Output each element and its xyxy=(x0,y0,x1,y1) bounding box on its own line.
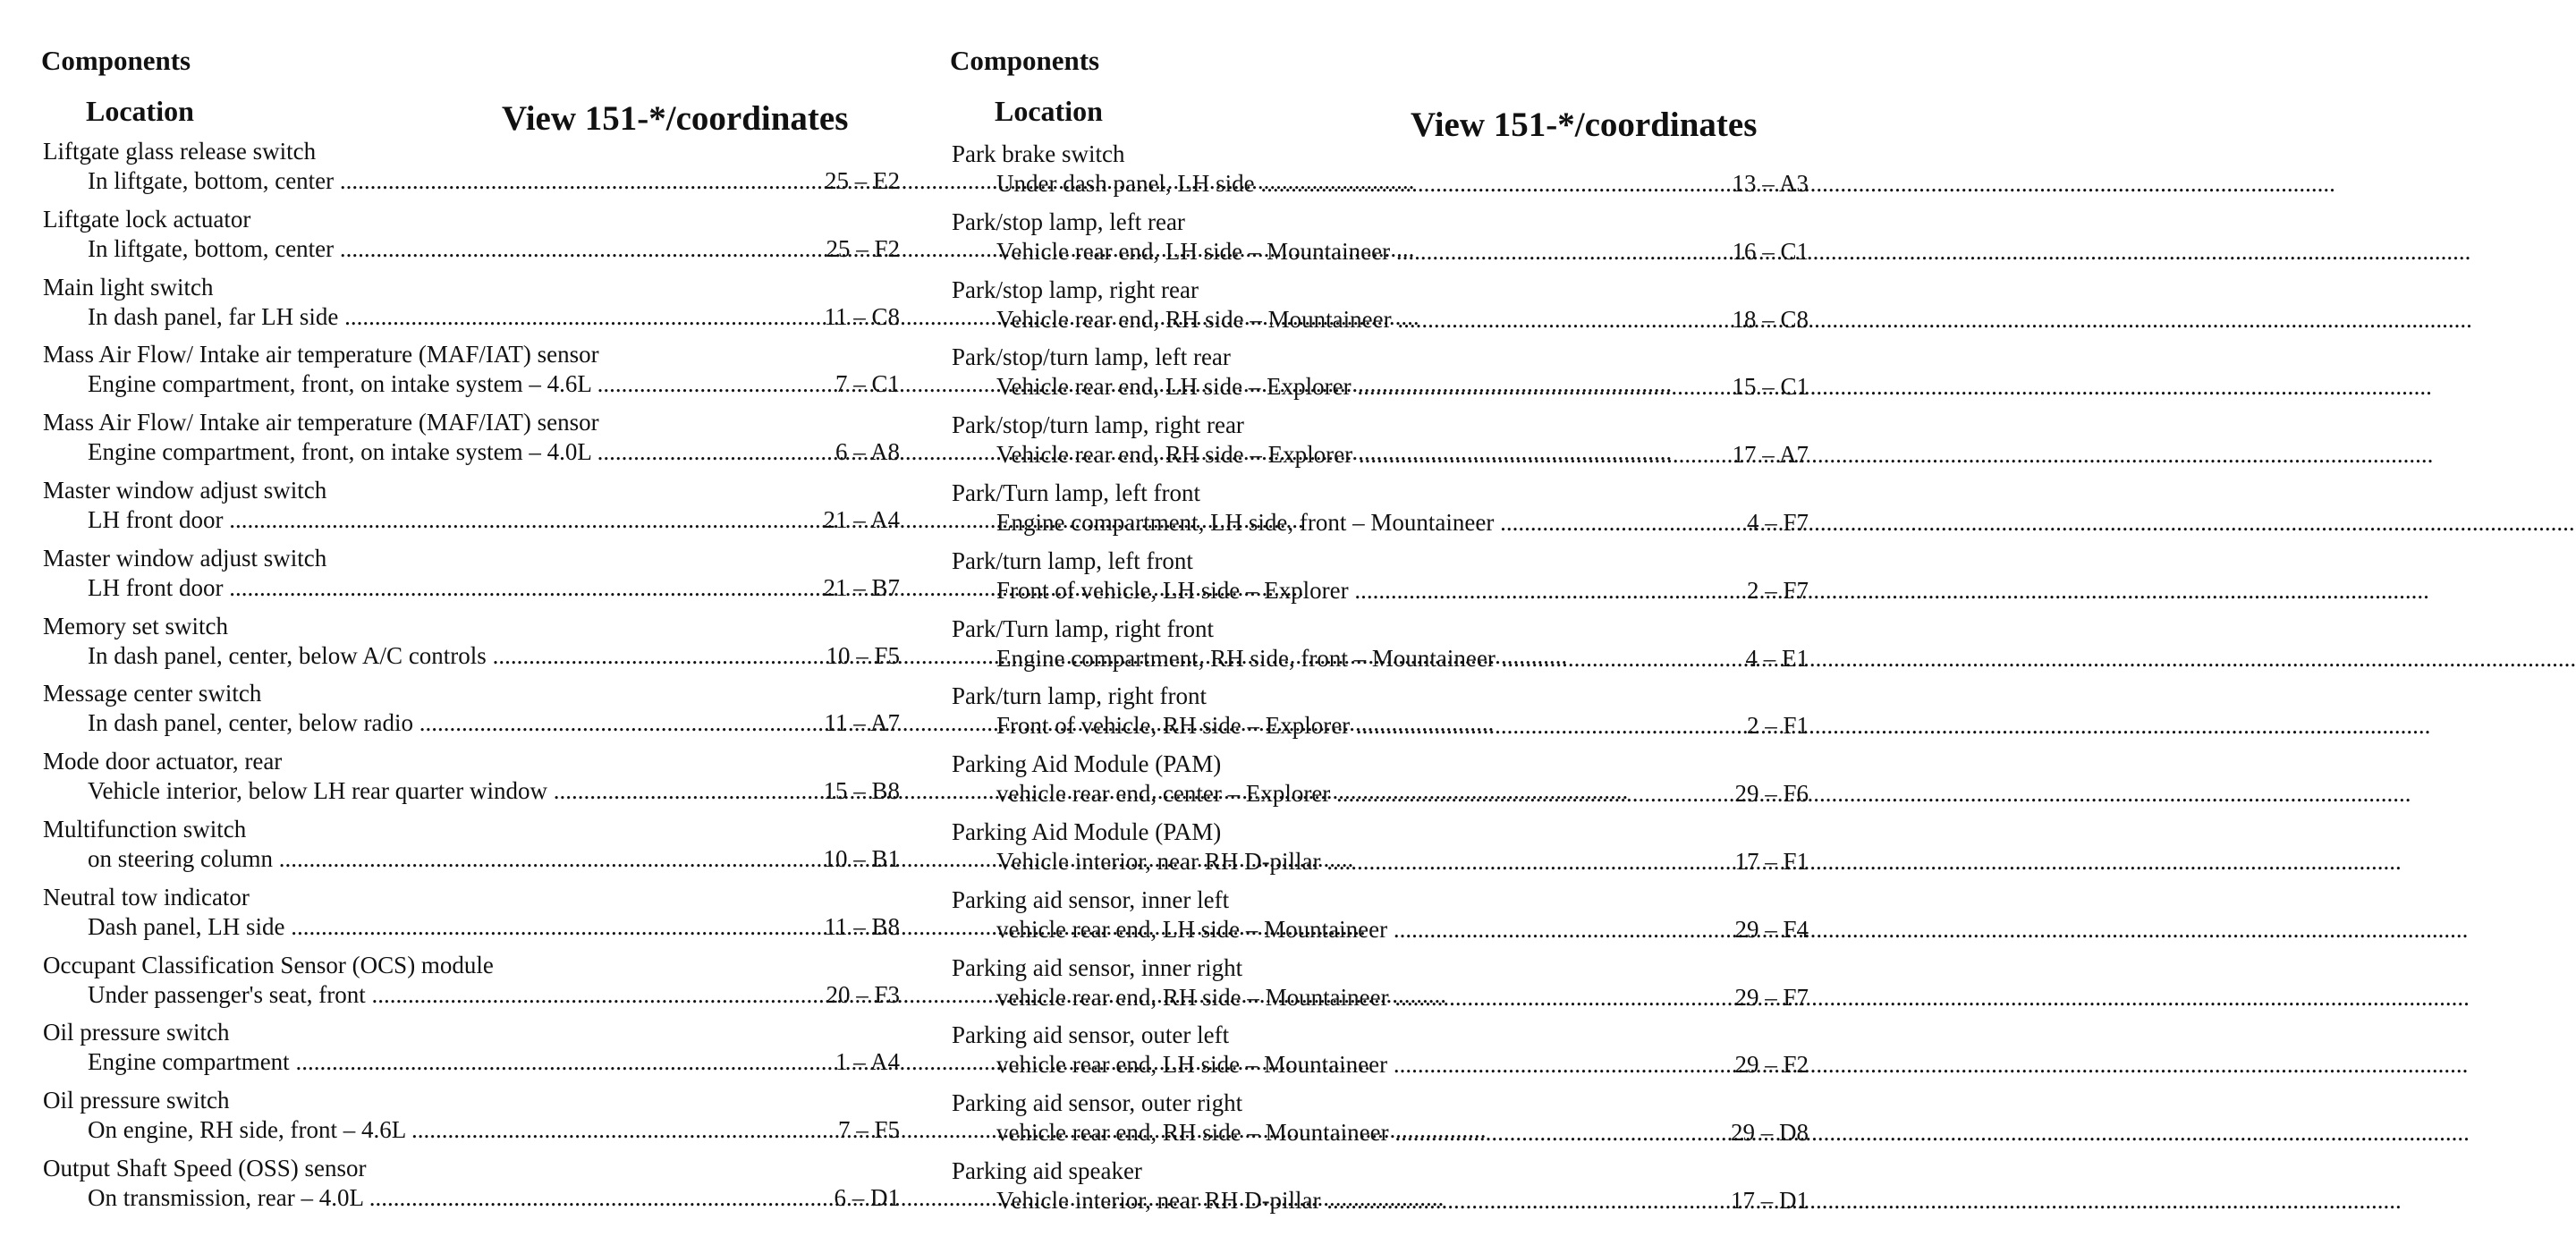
view-coordinate: 29 – D8 xyxy=(1731,1119,1809,1147)
component-location: on steering column ..... xyxy=(88,843,719,874)
component-name: Mode door actuator, rear xyxy=(43,748,283,775)
component-location: Vehicle interior, near RH D-pillar ..... xyxy=(996,1185,1628,1215)
component-name: Park/stop lamp, left rear xyxy=(952,208,1185,235)
component-name: Park/Turn lamp, right front xyxy=(952,614,1214,642)
view-coordinate: 11 – B8 xyxy=(824,912,900,940)
component-name: Liftgate glass release switch xyxy=(43,138,317,165)
component-name: Oil pressure switch xyxy=(43,1087,230,1114)
list-item xyxy=(41,611,900,679)
list-item xyxy=(950,546,1809,614)
view-coordinate: 6 – D1 xyxy=(834,1183,900,1211)
component-name: Park/stop/turn lamp, right rear xyxy=(952,411,1244,439)
list-item xyxy=(950,1156,1809,1224)
component-name: Master window adjust switch xyxy=(43,544,327,572)
list-item xyxy=(950,139,1809,207)
view-coordinate: 11 – A7 xyxy=(824,709,900,737)
component-name: Mass Air Flow/ Intake air temperature (MAF/IAT) sensor xyxy=(43,409,599,436)
list-item xyxy=(41,882,900,950)
component-location: On engine, RH side, front – 4.6L ..... xyxy=(88,1114,719,1145)
component-name: Output Shaft Speed (OSS) sensor xyxy=(43,1154,367,1181)
view-coordinate: 25 – E2 xyxy=(825,167,900,194)
list-item xyxy=(950,953,1809,1021)
list-item xyxy=(41,407,900,475)
view-coordinate: 20 – F3 xyxy=(826,980,900,1008)
view-coordinate: 17 – A7 xyxy=(1732,441,1809,469)
component-location: vehicle rear end, LH side – Mountaineer ..... xyxy=(996,914,1628,944)
component-name: Park brake switch xyxy=(952,140,1125,167)
view-coordinate: 15 – C1 xyxy=(1732,373,1809,401)
location-column-header: Location xyxy=(86,95,194,127)
component-location: Vehicle rear end, LH side – Explorer ..... xyxy=(996,371,1628,402)
component-list xyxy=(41,136,900,1221)
view-coordinate: 7 – C1 xyxy=(835,370,900,398)
component-name: Multifunction switch xyxy=(43,815,247,843)
list-item xyxy=(950,817,1809,885)
view-coordinate: 29 – F2 xyxy=(1734,1051,1809,1079)
view-coordinate: 10 – B1 xyxy=(823,844,900,872)
component-location: vehicle rear end, center – Explorer ..... xyxy=(996,778,1628,809)
list-item xyxy=(41,339,900,407)
component-location: Vehicle rear end, LH side – Mountaineer ..... xyxy=(996,236,1628,267)
component-location: vehicle rear end, RH side – Mountaineer ..... xyxy=(996,982,1628,1012)
component-location: Engine compartment, front, on intake system – 4.0L ..... xyxy=(88,436,719,467)
list-item xyxy=(41,136,900,204)
list-item xyxy=(950,1088,1809,1156)
component-location: Engine compartment, front, on intake system – 4.6L ..... xyxy=(88,368,719,399)
component-name: Oil pressure switch xyxy=(43,1019,230,1046)
view-coordinate: 29 – F7 xyxy=(1734,983,1809,1011)
view-column-header: View 151-*/coordinates xyxy=(1411,106,1758,144)
list-item xyxy=(41,1017,900,1085)
list-item xyxy=(41,814,900,882)
component-name: Parking Aid Module (PAM) xyxy=(952,817,1222,845)
view-coordinate: 1 – A4 xyxy=(835,1048,900,1076)
list-item xyxy=(41,1153,900,1221)
view-coordinate: 4 – F7 xyxy=(1746,508,1809,536)
view-coordinate: 21 – A4 xyxy=(823,505,900,533)
page-title: Components xyxy=(41,45,191,76)
component-name: Park/turn lamp, left front xyxy=(952,546,1193,574)
view-coordinate: 18 – C8 xyxy=(1732,305,1809,333)
component-location: On transmission, rear – 4.0L ..... xyxy=(88,1182,719,1213)
list-item xyxy=(41,272,900,340)
component-name: Master window adjust switch xyxy=(43,476,327,504)
component-location: In dash panel, center, below radio ..... xyxy=(88,707,719,738)
component-location: Vehicle rear end, RH side – Mountaineer ..... xyxy=(996,304,1628,335)
page-title: Components xyxy=(950,45,1100,76)
component-name: Parking aid sensor, outer right xyxy=(952,1089,1243,1117)
list-item xyxy=(950,749,1809,817)
list-item xyxy=(950,681,1809,749)
component-location: Dash panel, LH side ..... xyxy=(88,911,719,942)
list-item xyxy=(41,746,900,814)
component-name: Parking aid sensor, inner right xyxy=(952,953,1243,981)
list-item xyxy=(950,275,1809,343)
component-location: Vehicle rear end, RH side – Explorer ..... xyxy=(996,439,1628,470)
list-item xyxy=(950,207,1809,275)
view-coordinate: 17 – F1 xyxy=(1734,847,1809,875)
list-item xyxy=(41,475,900,543)
component-name: Park/Turn lamp, left front xyxy=(952,479,1200,506)
component-location: In liftgate, bottom, center ..... xyxy=(88,233,719,264)
list-item xyxy=(950,478,1809,546)
view-coordinate: 7 – F5 xyxy=(837,1116,900,1144)
component-location: In dash panel, far LH side ..... xyxy=(88,301,719,332)
component-location: Engine compartment, RH side, front – Mountaineer ..... xyxy=(996,643,1628,673)
component-location: Front of vehicle, LH side – Explorer ..... xyxy=(996,575,1628,606)
view-coordinate: 11 – C8 xyxy=(824,302,900,330)
component-name: Message center switch xyxy=(43,680,262,707)
component-name: Occupant Classification Sensor (OCS) module xyxy=(43,951,494,978)
component-name: Liftgate lock actuator xyxy=(43,205,251,233)
component-location: vehicle rear end, RH side – Mountaineer ..... xyxy=(996,1117,1628,1148)
list-item xyxy=(41,543,900,611)
component-location: LH front door ..... xyxy=(88,504,719,535)
component-location: In dash panel, center, below A/C controls ..... xyxy=(88,640,719,671)
view-coordinate: 2 – F7 xyxy=(1746,576,1809,604)
view-coordinate: 29 – F4 xyxy=(1734,915,1809,943)
list-item xyxy=(41,950,900,1018)
component-name: Mass Air Flow/ Intake air temperature (MAF/IAT) sensor xyxy=(43,341,599,368)
view-coordinate: 2 – F1 xyxy=(1746,712,1809,740)
list-item xyxy=(41,1085,900,1153)
component-name: Park/stop lamp, right rear xyxy=(952,275,1199,303)
component-name: Parking aid sensor, outer left xyxy=(952,1021,1230,1049)
list-item xyxy=(41,204,900,272)
component-name: Park/stop/turn lamp, left rear xyxy=(952,343,1231,371)
list-item xyxy=(950,1020,1809,1088)
view-coordinate: 4 – E1 xyxy=(1745,644,1809,672)
view-coordinate: 6 – A8 xyxy=(835,438,900,466)
component-name: Memory set switch xyxy=(43,612,228,639)
view-coordinate: 21 – B7 xyxy=(823,573,900,601)
view-coordinate: 13 – A3 xyxy=(1732,170,1809,197)
view-coordinate: 10 – F5 xyxy=(826,641,900,669)
view-column-header: View 151-*/coordinates xyxy=(502,99,849,138)
component-location: Engine compartment, LH side, front – Mountaineer ..... xyxy=(996,507,1628,538)
view-coordinate: 29 – F6 xyxy=(1734,780,1809,808)
component-name: Parking Aid Module (PAM) xyxy=(952,750,1222,778)
component-location: Under dash panel, LH side ..... xyxy=(996,168,1628,199)
component-location: In liftgate, bottom, center ..... xyxy=(88,165,719,196)
component-name: Neutral tow indicator xyxy=(43,883,250,910)
location-column-header: Location xyxy=(995,95,1103,127)
list-item xyxy=(950,410,1809,478)
component-location: Under passenger's seat, front ..... xyxy=(88,979,719,1010)
component-location: Front of vehicle, RH side – Explorer ..... xyxy=(996,710,1628,741)
view-coordinate: 16 – C1 xyxy=(1732,237,1809,265)
view-coordinate: 25 – F2 xyxy=(826,234,900,262)
component-location: LH front door ..... xyxy=(88,572,719,603)
component-name: Parking aid speaker xyxy=(952,1156,1142,1184)
component-name: Main light switch xyxy=(43,273,214,301)
component-name: Park/turn lamp, right front xyxy=(952,682,1207,710)
component-location: Vehicle interior, near RH D-pillar ..... xyxy=(996,846,1628,877)
list-item xyxy=(41,678,900,746)
list-item xyxy=(950,614,1809,682)
left-page xyxy=(41,0,918,1245)
component-location: Engine compartment ..... xyxy=(88,1046,719,1077)
component-location: Vehicle interior, below LH rear quarter window ..... xyxy=(88,775,719,806)
component-name: Parking aid sensor, inner left xyxy=(952,885,1230,913)
list-item xyxy=(950,885,1809,953)
component-location: vehicle rear end, LH side – Mountaineer ..... xyxy=(996,1049,1628,1080)
component-list xyxy=(950,139,1809,1224)
view-coordinate: 17 – D1 xyxy=(1731,1186,1809,1214)
view-coordinate: 15 – B8 xyxy=(823,777,900,805)
list-item xyxy=(950,342,1809,410)
right-page xyxy=(950,0,1826,1245)
